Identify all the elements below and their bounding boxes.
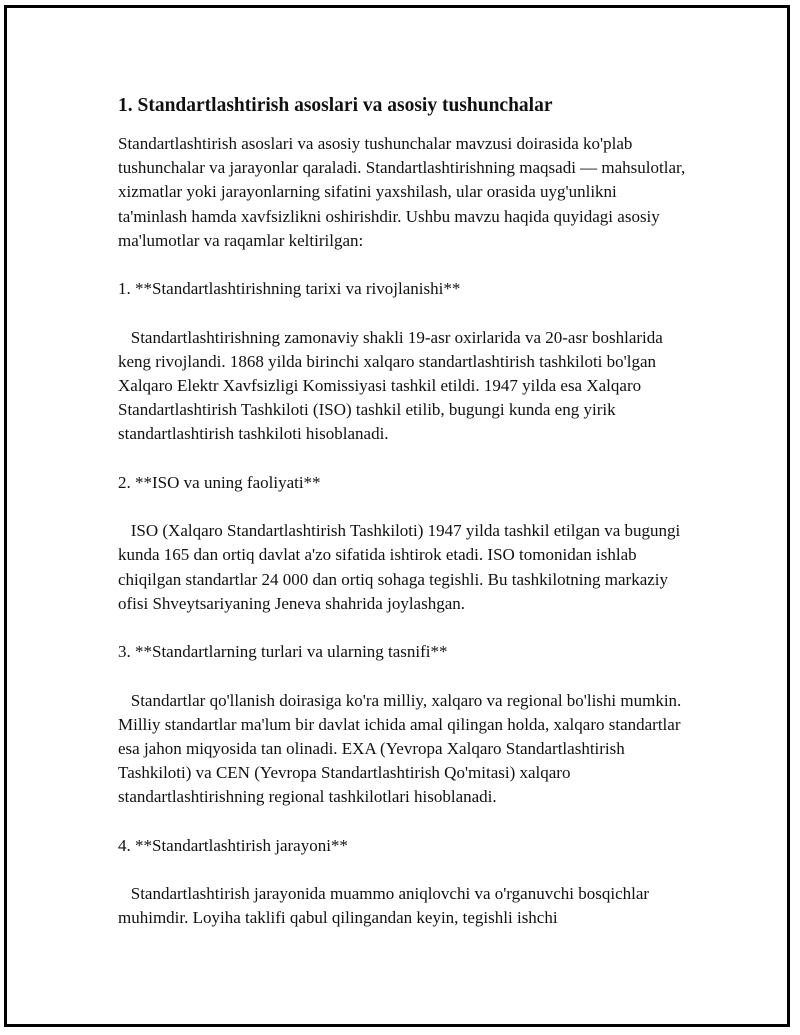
document-body [118,93,688,931]
section-heading-4: 4. **Standartlashtirish jarayoni** [118,835,348,855]
section-heading-1: 1. **Standartlashtirishning tarixi va rivojlanishi** [118,279,461,299]
section-heading-3: 3. **Standartlarning turlari va ularning tasnifi** [118,642,448,662]
section-body-2: ISO (Xalqaro Standartlashtirish Tashkiloti) 1947 yilda tashkil etilgan va bugungi kunda 165 dan ortiq davlat a'zo sifatida ishtirok etadi. ISO tomonidan ishlab chiqilgan standartlar 24 000 dan ortiq sohaga tegishli. Bu tashkilotning markaziy ofisi Shveytsariyaning Jeneva shahrida joylashgan. [118,521,685,613]
section-body-1: Standartlashtirishning zamonaviy shakli 19-asr oxirlarida va 20-asr boshlarida keng rivojlandi. 1868 yilda birinchi xalqaro standartlashtirish tashkiloti bo'lgan Xalqaro Elektr Xavfsizligi Komissiyasi tashkil etildi. 1947 yilda esa Xalqaro Standartlashtirish Tashkiloti (ISO) tashkil etilib, bugungi kunda eng yirik standartlashtirish tashkiloti hisoblanadi. [118,327,668,444]
document-title: 1. Standartlashtirish asoslari va asosiy tushunchalar [118,95,553,116]
section-heading-2: 2. **ISO va uning faoliyati** [118,472,321,492]
section-body-3: Standartlar qo'llanish doirasiga ko'ra milliy, xalqaro va regional bo'lishi mumkin. Milliy standartlar ma'lum bir davlat ichida amal qilingan holda, xalqaro standartlar esa jahon miqyosida tan olinadi. EXA (Yevropa Xalqaro Standartlashtirish Tashkiloti) va CEN (Yevropa Standartlashtirish Qo'mitasi) xalqaro standartlashtirishning regional tashkilotlari hisoblanadi. [118,690,686,807]
section-body-4: Standartlashtirish jarayonida muammo aniqlovchi va o'rganuvchi bosqichlar muhimdir. Loyiha taklifi qabul qilingandan keyin, tegishli ishchi [118,884,654,928]
intro-paragraph: Standartlashtirish asoslari va asosiy tushunchalar mavzusi doirasida ko'plab tushunchalar va jarayonlar qaraladi. Standartlashtirishning maqsadi — mahsulotlar, xizmatlar yoki jarayonlarning sifatini yaxshilash, ular orasida uyg'unlikni ta'minlash hamda xavfsizlikni oshirishdir. Ushbu mavzu haqida quyidagi asosiy ma'lumotlar va raqamlar keltirilgan: [118,134,690,250]
